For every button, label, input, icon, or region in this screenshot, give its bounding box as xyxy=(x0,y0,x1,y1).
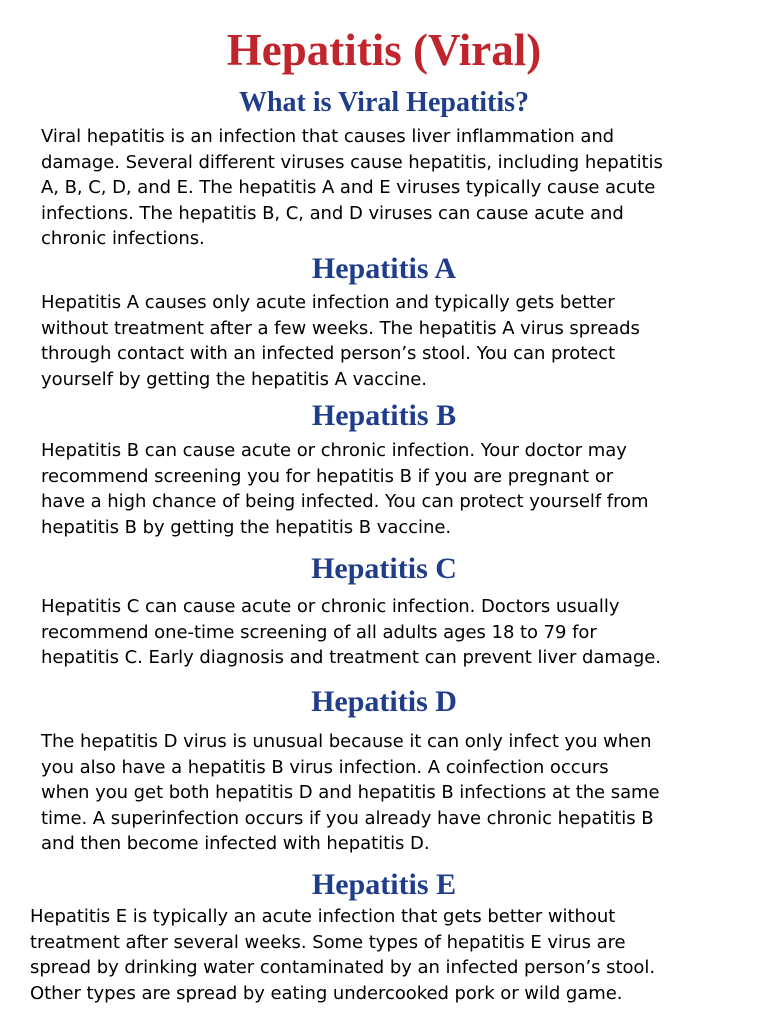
body-line: recommend screening you for hepatitis B if you are pregnant or xyxy=(41,465,614,487)
body-line: hepatitis B by getting the hepatitis B vaccine. xyxy=(41,516,452,538)
section-heading-hepatitis-c: Hepatitis C xyxy=(311,552,457,585)
body-line: yourself by getting the hepatitis A vaccine. xyxy=(41,368,427,390)
section-body-hepatitis-d xyxy=(41,729,660,857)
section-body-hepatitis-e xyxy=(30,904,655,1006)
section-body-overview xyxy=(41,124,663,252)
section-heading-overview: What is Viral Hepatitis? xyxy=(238,87,530,118)
body-line: recommend one-time screening of all adults ages 18 to 79 for xyxy=(41,621,597,643)
body-line: Other types are spread by eating undercooked pork or wild game. xyxy=(30,982,623,1004)
body-line: chronic infections. xyxy=(41,228,205,249)
body-line: time. A superinfection occurs if you already have chronic hepatitis B xyxy=(41,807,654,829)
body-line: infections. The hepatitis B, C, and D viruses can cause acute and xyxy=(41,202,624,224)
section-heading-hepatitis-b: Hepatitis B xyxy=(311,399,457,432)
body-line: hepatitis C. Early diagnosis and treatment can prevent liver damage. xyxy=(41,647,661,668)
body-line: A, B, C, D, and E. The hepatitis A and E viruses typically cause acute xyxy=(41,177,656,198)
body-line: The hepatitis D virus is unusual because it can only infect you when xyxy=(41,731,652,752)
body-line: Hepatitis E is typically an acute infection that gets better without xyxy=(30,906,616,927)
body-line: spread by drinking water contaminated by an infected person’s stool. xyxy=(30,957,656,978)
body-line: when you get both hepatitis D and hepatitis B infections at the same xyxy=(41,782,660,803)
body-line: you also have a hepatitis B virus infection. A coinfection occurs xyxy=(41,756,609,778)
section-heading-hepatitis-e: Hepatitis E xyxy=(311,868,457,901)
body-line: Viral hepatitis is an infection that causes liver inflammation and xyxy=(41,126,615,147)
body-line: Hepatitis A causes only acute infection and typically gets better xyxy=(41,292,615,313)
body-line: have a high chance of being infected. You can protect yourself from xyxy=(41,491,649,512)
body-line: Hepatitis C can cause acute or chronic infection. Doctors usually xyxy=(41,596,620,617)
body-line: damage. Several different viruses cause hepatitis, including hepatitis xyxy=(41,151,663,173)
section-body-hepatitis-b xyxy=(41,438,648,540)
body-line: Hepatitis B can cause acute or chronic infection. Your doctor may xyxy=(41,440,627,461)
body-line: and then become infected with hepatitis D. xyxy=(41,833,430,854)
section-body-hepatitis-c xyxy=(41,594,661,671)
section-heading-hepatitis-a: Hepatitis A xyxy=(311,252,457,285)
body-line: without treatment after a few weeks. The hepatitis A virus spreads xyxy=(41,317,640,339)
section-body-hepatitis-a xyxy=(41,290,640,392)
document-title: Hepatitis (Viral) xyxy=(226,25,542,75)
section-heading-hepatitis-d: Hepatitis D xyxy=(311,685,457,718)
body-line: through contact with an infected person’s stool. You can protect xyxy=(41,343,616,364)
body-line: treatment after several weeks. Some types of hepatitis E virus are xyxy=(30,931,626,953)
